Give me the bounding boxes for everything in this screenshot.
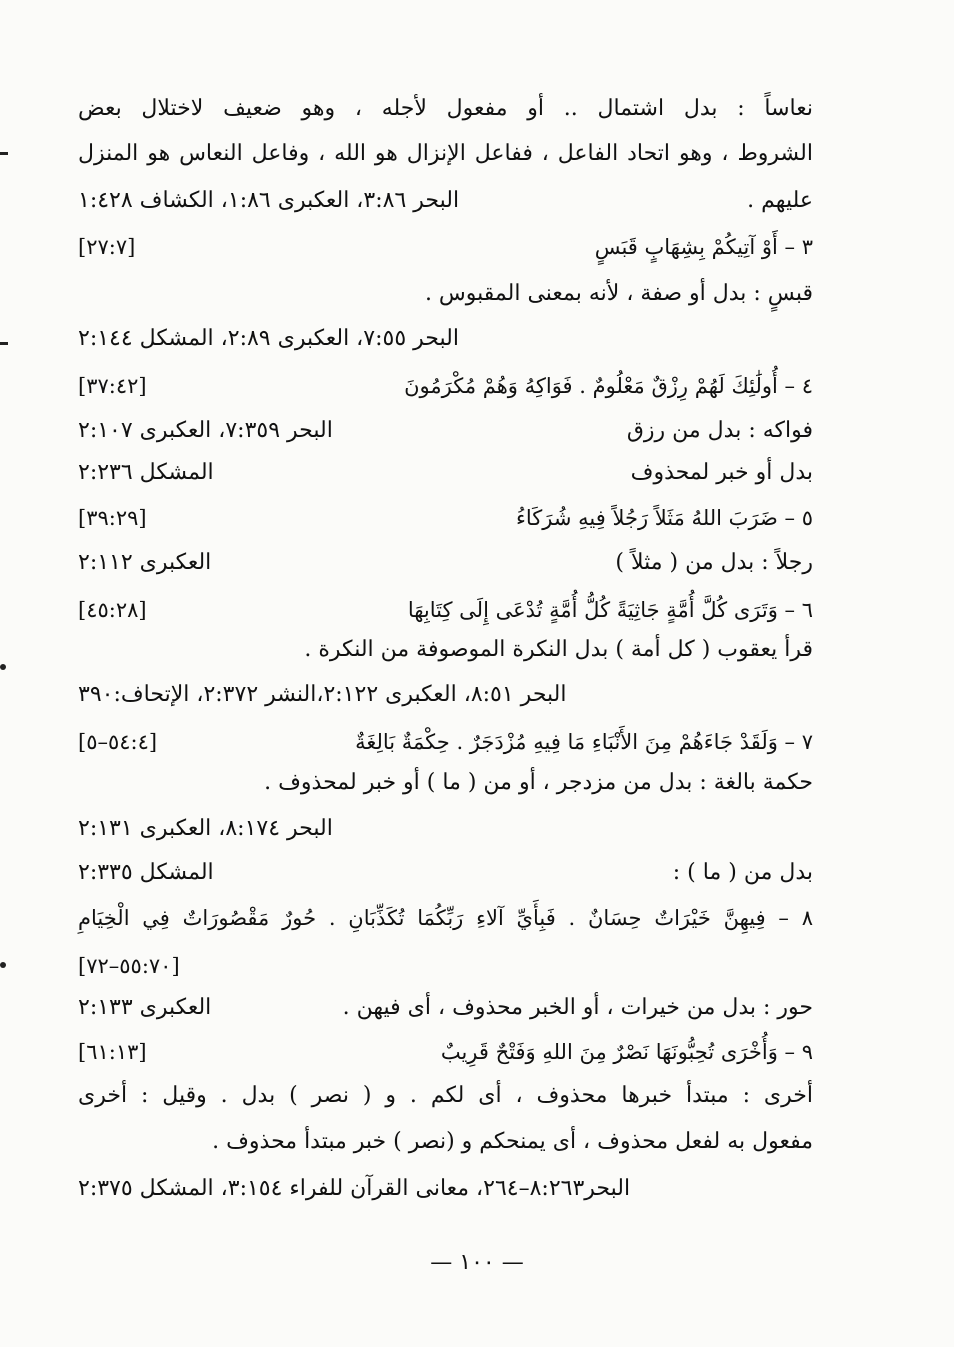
line-text: نعاساً : بدل اشتمال .. أو مفعول لأجله ، وهو ضعيف لاختلال بعض	[78, 96, 813, 121]
verse-text: ٦ – وَتَرَى كُلَّ أُمَّةٍ جَاثِيَةً كُلُّ أُمَّةٍ تُدْعَى إِلَى كِتَابِهَا	[407, 598, 813, 622]
citation: البحر ٣:٨٦، العكبرى ١:٨٦، الكشاف ١:٤٢٨	[78, 188, 460, 213]
line-text: قبسٍ : بدل أو صفة ، لأنه بمعنى المقبوس .	[424, 281, 813, 306]
verse-line	[78, 497, 813, 539]
text-line	[78, 987, 813, 1029]
citation: العكبرى ٢:١٣٣	[78, 995, 212, 1020]
text-line	[78, 273, 813, 315]
text-line	[78, 1121, 813, 1163]
page-number: — ١٠٠ —	[430, 1250, 524, 1275]
scan-mark	[0, 342, 8, 345]
line-text: حور : بدل من خيرات ، أو الخبر محذوف ، أى فيهن .	[342, 995, 813, 1020]
verse-line	[78, 897, 813, 939]
verse-reference: [٣٧:٤٢]	[78, 374, 147, 398]
verse-line	[78, 721, 813, 763]
verse-reference: [٤٥:٢٨]	[78, 598, 147, 622]
verse-text: ٥ – ضَرَبَ اللهُ مَثَلاً رَجُلاً فِيهِ شُرَكَاءُ	[516, 506, 813, 530]
text-line	[78, 674, 813, 716]
citation: البحر ٧:٣٥٩، العكبرى ٢:١٠٧	[78, 418, 333, 443]
verse-reference: [٥٥:٧٠–٧٢]	[78, 954, 180, 978]
verse-line	[78, 589, 813, 631]
verse-text: ٨ – فِيهِنَّ خَيْرَاتٌ حِسَانٌ . فَبِأَيِّ آلاءِ رَبِّكُمَا تُكَذِّبَانِ . حُورٌ مَقْصُورَاتٌ فِي الْخِيَامِ	[78, 906, 813, 930]
line-text: بدل أو خبر لمحذوف	[630, 460, 813, 485]
citation: العكبرى ٢:١١٢	[78, 550, 212, 575]
verse-text: ٧ – وَلَقَدْ جَاءَهُمْ مِنَ الأَنْبَاءِ مَا فِيهِ مُزْدَجَرٌ . حِكْمَةٌ بَالِغَةٌ	[355, 730, 813, 754]
scan-mark	[0, 962, 6, 968]
text-line	[78, 180, 813, 222]
verse-line	[78, 365, 813, 407]
line-text: قرأ يعقوب ( كل أمة ) بدل النكرة الموصوفة من النكرة .	[304, 637, 813, 662]
text-line	[78, 762, 813, 804]
verse-reference: [٦١:١٣]	[78, 1040, 147, 1064]
line-text: حكمة بالغة : بدل من مزدجر ، أو من ( ما ) أو خبر لمحذوف .	[264, 770, 813, 795]
text-line	[78, 318, 813, 360]
text-line	[78, 410, 813, 452]
verse-text: ٩ – وَأُخْرَى تُحِبُّونَهَا نَصْرٌ مِنَ اللهِ وَفَتْحٌ قَرِيبٌ	[440, 1040, 813, 1064]
text-line	[78, 808, 813, 850]
line-text: عليهم .	[747, 188, 813, 213]
scan-mark	[0, 664, 6, 670]
line-text: رجلاً : بدل من ( مثلاً )	[615, 550, 813, 575]
text-line	[78, 133, 813, 175]
text-line	[78, 542, 813, 584]
citation: البحر ٨:٥١، العكبرى ٢:١٢٢،النشر ٢:٣٧٢، الإتحاف:٣٩٠	[78, 682, 567, 707]
verse-text: ٤ – أُولَٰئِكَ لَهُمْ رِزْقٌ مَعْلُومٌ . فَوَاكِهُ وَهُمْ مُكْرَمُونَ	[404, 374, 813, 398]
text-line	[78, 88, 813, 130]
scan-mark	[0, 152, 8, 155]
text-line	[78, 1168, 813, 1210]
citation: البحر ٨:١٧٤، العكبرى ٢:١٣١	[78, 816, 333, 841]
text-line	[78, 1075, 813, 1117]
verse-reference: [٢٧:٧]	[78, 235, 136, 259]
text-line	[78, 852, 813, 894]
citation: المشكل ٢:٣٣٥	[78, 860, 214, 885]
citation: المشكل ٢:٢٣٦	[78, 460, 214, 485]
line-text: أخرى : مبتدأ خبرها محذوف ، أى لكم . و ( نصر ) بدل . وقيل : أخرى	[78, 1083, 813, 1108]
verse-text: ٣ – أَوْ آتِيكُمْ بِشِهَابٍ قَبَسٍ	[594, 235, 813, 259]
citation: البحر٨:٢٦٣–٢٦٤، معانى القرآن للفراء ٣:١٥٤، المشكل ٢:٣٧٥	[78, 1176, 631, 1201]
line-text: فواكه : بدل من رزق	[626, 418, 813, 443]
line-text: بدل من ( ما ) :	[672, 860, 813, 885]
verse-reference: [٣٩:٢٩]	[78, 506, 147, 530]
line-text: مفعول به لفعل محذوف ، أى يمنحكم و (نصر ) خبر مبتدأ محذوف .	[212, 1129, 813, 1154]
line-text: الشروط ، وهو اتحاد الفاعل ، ففاعل الإنزال هو الله ، وفاعل النعاس هو المنزل	[78, 141, 813, 166]
citation: البحر ٧:٥٥، العكبرى ٢:٨٩، المشكل ٢:١٤٤	[78, 326, 459, 351]
verse-line	[78, 1031, 813, 1073]
text-line	[78, 452, 813, 494]
verse-reference: [٥٤:٤–٥]	[78, 730, 158, 754]
verse-line	[78, 945, 813, 987]
verse-line	[78, 226, 813, 268]
text-line	[78, 629, 813, 671]
